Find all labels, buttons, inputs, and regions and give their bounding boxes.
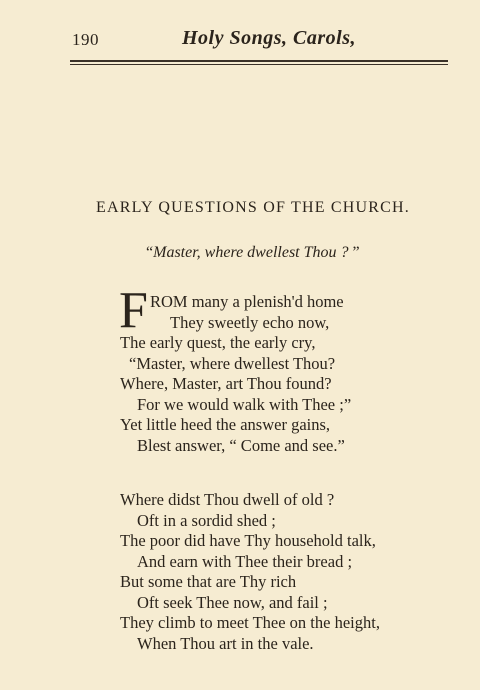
stanza-2-line-3: The poor did have Thy household talk,: [120, 531, 376, 550]
stanza-1-line-6: For we would walk with Thee ;”: [137, 395, 352, 414]
stanza-2-line-5: But some that are Thy rich: [120, 572, 297, 591]
epigraph-open-quote: “: [146, 244, 154, 261]
stanza-1-line-8: Blest answer, “ Come and see.”: [137, 436, 345, 455]
stanza-1-line-4: “Master, where dwellest Thou?: [129, 354, 336, 373]
header-rule-thin: [70, 64, 448, 65]
page-number: 190: [72, 30, 99, 49]
stanza-2-line-8: When Thou art in the vale.: [137, 634, 314, 653]
header-rule-thick: [70, 60, 448, 62]
running-head: Holy Songs, Carols,: [182, 27, 356, 49]
poem-title: EARLY QUESTIONS OF THE CHURCH.: [96, 199, 410, 216]
epigraph-close-quote: ”: [348, 244, 360, 261]
stanza-2-line-2: Oft in a sordid shed ;: [137, 511, 276, 530]
stanza-2-line-6: Oft seek Thee now, and fail ;: [137, 593, 328, 612]
stanza-1-line-5: Where, Master, art Thou found?: [120, 374, 332, 393]
epigraph-text: Master, where dwellest Thou ?: [153, 244, 349, 261]
epigraph: [146, 244, 360, 262]
stanza-2-line-4: And earn with Thee their bread ;: [137, 552, 353, 571]
stanza-2-line-7: They climb to meet Thee on the height,: [120, 613, 380, 632]
stanza-1-line-2: They sweetly echo now,: [170, 313, 330, 332]
stanza-1-line-7: Yet little heed the answer gains,: [120, 415, 331, 434]
stanza-1-line-3: The early quest, the early cry,: [120, 333, 316, 352]
drop-cap: F: [119, 282, 148, 339]
stanza-1-line-1: ROM many a plenish'd home: [150, 292, 344, 311]
stanza-2-line-1: Where didst Thou dwell of old ?: [120, 490, 335, 509]
